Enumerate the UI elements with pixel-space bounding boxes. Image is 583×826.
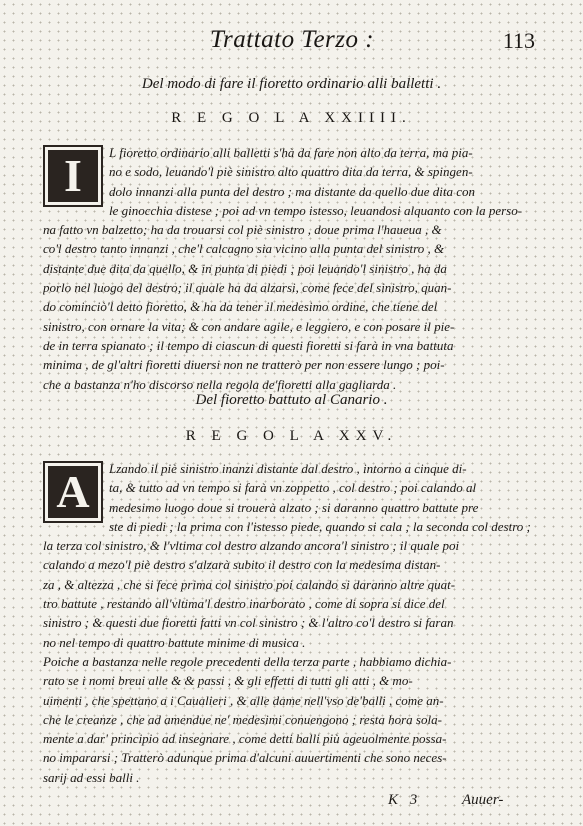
section2-regola: R E G O L A XXV. [185,428,398,444]
page-number: 113 [502,28,535,53]
text-line: sarij ad essi balli . [43,769,140,785]
dropcap-a: A [43,461,103,523]
text-line: che le creanze , che ad amendue ne' medesimi conuengono ; resta hora sola- [43,711,442,727]
section1-heading: Del modo di fare il fioretto ordinario alli balletti . [141,76,442,92]
text-line: la terza col sinistro, & l'vltima col destro alzando ancora'l sinistro ; il quale poi [43,538,460,554]
text-line: na fatto vn balzetto; ha da trouarsi col piè sinistro , doue prima l'haueua , & [43,222,442,238]
text-line: no impararsi ; Tratterò adunque prima d'alcuni auuertimenti che sono neces- [43,750,447,766]
text-line: mente a dar' principio ad insegnare , come detti balli più ageuolmente possa- [43,731,447,747]
running-title: Trattato Terzo : [210,26,375,53]
text-line: porlo nel luogo del destro; il quale ha da alzarsi, come fece del sinistro, quan- [43,280,452,296]
text-line: che a bastanza n'ho discorso nella regola de'fioretti alla gagliarda . [43,376,397,392]
section2-paragraph2 [43,652,543,787]
text-line: calando a mezo'l piè destro s'alzarà subito il destro con la medesima distan- [43,557,441,573]
text-line: tro battute , restando all'vltima'l destro inarborato , come di sopra si dice del [43,596,445,612]
text-line: de in terra spianato ; il tempo di ciascun di questi fioretti si farà in vna battuta [43,337,454,353]
text-line: sinistro ; & questi due fioretti fatti vn col sinistro ; & l'altro co'l destro si faran [43,615,454,631]
text-line: uimenti , che spettano a i Caualieri , & alle dame nell'vso de'balli , come an- [43,692,444,708]
catchword: Auuer- [462,792,504,808]
section1-regola: R E G O L A XXIIII. [171,110,412,126]
text-line: ste di piedi ; la prima con l'istesso piede, quando si cala ; la seconda col destro ; [109,518,531,534]
text-line: L fioretto ordinario alli balletti s'hà da fare non alto da terra, ma pia- [109,145,473,160]
section1-body [43,143,543,394]
text-line: le ginocchia distese ; poi ad vn tempo istesso, leuandosi alquanto con la perso- [109,202,523,218]
text-line: dolo innanzi alla punta del destro ; ma distante da quello due dita con [109,183,476,199]
dropcap-i: I [43,145,103,207]
section2-heading: Del fioretto battuto al Canario . [195,392,388,408]
text-line: do cominciò'l detto fioretto, & ha da tener il medesimo ordine, che tiene del [43,299,438,315]
text-line: Poiche a bastanza nelle regole precedenti della terza parte , habbiamo dichia- [43,654,452,669]
text-line: distante due dita da quello, & in punta di piedi ; poi leuando'l sinistro , ha da [43,260,447,276]
text-line: no e sodo, leuando'l piè sinistro alto quattro dita da terra, & spingen- [109,164,473,180]
signature-mark: K 3 [388,792,422,808]
text-line: ta, & tutto ad vn tempo si farà vn zoppetto , col destro ; poi calando al [109,480,477,496]
section2-body [43,459,543,652]
text-line: Lzando il piè sinistro inanzi distante dal destro , intorno a cinque di- [109,461,467,476]
running-head [40,26,543,56]
text-line: no nel tempo di quattro battute minime di musica . [43,634,306,650]
text-line: minima , de gl'altri fioretti diuersi non ne tratterò per non essere lungo ; poi- [43,357,445,373]
text-line: co'l destro tanto innanzi , che'l calcagno sia vicino alla punta del sinistro , & [43,241,445,257]
page-footer [0,792,583,816]
text-line: medesimo luogo doue si trouerà alzato ; si daranno quattro battute pre [109,499,479,515]
text-line: rato se i nomi breui alle & & passi , & gli effetti di tutti gli atti , & mo- [43,673,413,689]
text-line: za , & altezza , che si fece prima col sinistro poi calando si daranno altre quat- [43,576,456,592]
text-line: sinistro, con ornare la vita; & con andare agile, e leggiero, e con posare il pie- [43,318,455,334]
